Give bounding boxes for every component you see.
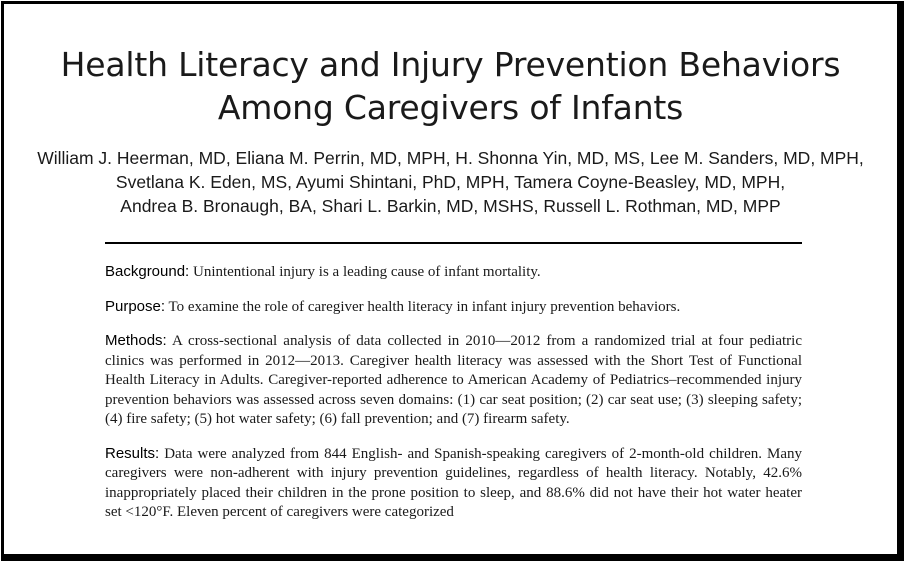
- section-divider: [105, 242, 802, 244]
- abstract-background: [105, 262, 802, 283]
- methods-text: A cross-sectional analysis of data collected in 2010—2012 from a randomized trial at four pediatric clinics was performed in 2012—2013. Caregiver health literacy was assessed with the Short Test of Functional Health Literacy in Adults. Caregiver-reported adherence to American Academy of Pediatrics–recommended injury prevention behaviors was assessed across seven domains: (1) car seat position; (2) car seat use; (3) sleeping safety; (4) fire safety; (5) hot water safety; (6) fall prevention; and (7) firearm safety.: [105, 333, 802, 427]
- author-line-3: Andrea B. Bronaugh, BA, Shari L. Barkin, MD, MSHS, Russell L. Rothman, MD, MPP: [120, 196, 781, 216]
- title-line-2: Among Caregivers of Infants: [217, 88, 684, 127]
- methods-label: Methods:: [105, 332, 167, 349]
- results-text: Data were analyzed from 844 English- and Spanish-speaking caregivers of 2-month-old children. Many caregivers were non-adherent with injury prevention guidelines, regardless of health literacy. Notably, 42.6% inappropriately placed their children in the prone position to sleep, and 88.6% did not have their hot water heater set <120°F. Eleven percent of caregivers were categorized: [105, 445, 803, 520]
- paper-title: [4, 43, 897, 129]
- title-line-1: Health Literacy and Injury Prevention Behaviors: [60, 45, 841, 84]
- abstract: [105, 262, 802, 537]
- author-line-2: Svetlana K. Eden, MS, Ayumi Shintani, PhD, MPH, Tamera Coyne-Beasley, MD, MPH,: [115, 172, 786, 192]
- purpose-label: Purpose:: [105, 297, 166, 315]
- abstract-methods: [105, 331, 802, 430]
- abstract-results: [105, 444, 802, 523]
- background-text: Unintentional injury is a leading cause of infant mortality.: [192, 264, 541, 280]
- author-line-1: William J. Heerman, MD, Eliana M. Perrin, MD, MPH, H. Shonna Yin, MD, MS, Lee M. Sanders, MD, MPH,: [37, 148, 864, 168]
- results-label: Results:: [105, 444, 160, 462]
- purpose-text: To examine the role of caregiver health literacy in infant injury prevention behaviors.: [168, 298, 681, 315]
- background-label: Background:: [105, 263, 190, 280]
- abstract-purpose: [105, 297, 802, 318]
- author-list: [4, 146, 897, 218]
- paper-page: [1, 1, 904, 561]
